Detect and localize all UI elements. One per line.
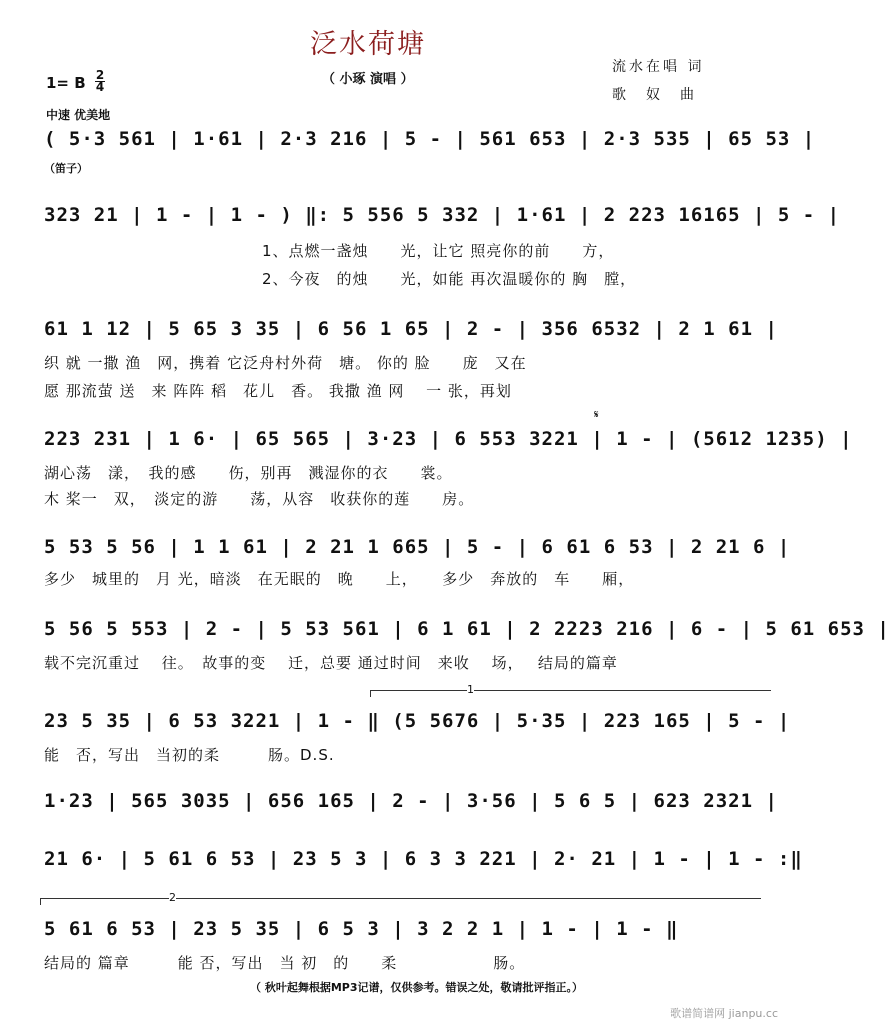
time-signature-bottom: 4 xyxy=(95,80,105,94)
score-row-4: 223 231 | 1 6· | 65 565 | 3·23 | 6 553 3221 | 1 - | (5612 1235) | xyxy=(44,428,853,450)
score-row-10: 5 61 6 53 | 23 5 35 | 6 5 3 | 3 2 2 1 | 1 - | 1 - ‖ xyxy=(44,918,679,940)
volta-label-2: 2 xyxy=(169,891,176,904)
lyric-row-3-verse-1: 织 就 一撒 渔 网，携着 它泛舟村外荷 塘。 你的 脸 庞 又在 xyxy=(44,354,527,372)
lyricist-credit: 流水在唱 词 xyxy=(612,59,705,75)
tempo-marking: 中速 优美地 xyxy=(46,108,111,122)
lyric-row-10: 结局的 篇章 能 否，写出 当 初 的 柔 肠。 xyxy=(44,954,526,972)
lyric-row-4-verse-2: 木 桨一 双， 淡定的游 荡，从容 收获你的莲 房。 xyxy=(44,490,475,508)
lyric-row-2-verse-2: 2、今夜 的烛 光，如能 再次温暖你的 胸 膛， xyxy=(262,270,637,288)
score-row-6: 5 56 5 553 | 2 - | 5 53 561 | 6 1 61 | 2 2223 216 | 6 - | 5 61 653 | xyxy=(44,618,890,640)
score-row-1: ( 5·3 561 | 1·61 | 2·3 216 | 5 - | 561 653 | 2·3 535 | 65 53 | xyxy=(44,128,816,150)
score-row-9: 21 6· | 5 61 6 53 | 23 5 3 | 6 3 3 221 | 2· 21 | 1 - | 1 - :‖ xyxy=(44,848,803,870)
lyric-row-2-verse-1: 1、点燃一盏烛 光，让它 照亮你的前 方， xyxy=(262,242,615,260)
volta-bracket-1 xyxy=(370,683,771,697)
score-row-3: 61 1 12 | 5 65 3 35 | 6 56 1 65 | 2 - | 356 6532 | 2 1 61 | xyxy=(44,318,778,340)
song-title: 泛水荷塘 xyxy=(310,29,426,60)
segno-icon: 𝄋 xyxy=(594,408,599,421)
time-signature xyxy=(95,70,105,93)
lyric-row-7: 能 否，写出 当初的柔 肠。D.S. xyxy=(44,746,335,764)
singer-subtitle: （ 小琢 演唱 ） xyxy=(322,72,414,87)
score-row-5: 5 53 5 56 | 1 1 61 | 2 21 1 665 | 5 - | 6 61 6 53 | 2 21 6 | xyxy=(44,536,791,558)
score-row-7: 23 5 35 | 6 53 3221 | 1 - ‖ (5 5676 | 5·35 | 223 165 | 5 - | xyxy=(44,710,791,732)
key-signature: 1= B xyxy=(46,74,86,92)
composer-credit: 歌 奴 曲 xyxy=(612,87,697,103)
lyric-row-3-verse-2: 愿 那流萤 送 来 阵阵 稻 花儿 香。 我撒 渔 网 一 张，再划 xyxy=(44,382,512,400)
lyric-row-5: 多少 城里的 月 光，暗淡 在无眠的 晚 上， 多少 奔放的 车 厢， xyxy=(44,570,635,588)
score-row-2: 323 21 | 1 - | 1 - ) ‖: 5 556 5 332 | 1·61 | 2 223 16165 | 5 - | xyxy=(44,204,841,226)
footer-note: （ 秋叶起舞根据MP3记谱，仅供参考。错误之处，敬请批评指正。） xyxy=(250,981,583,994)
watermark: 歌谱简谱网 jianpu.cc xyxy=(670,1007,778,1020)
lyric-row-4-verse-1: 湖心荡 漾， 我的感 伤，别再 溅湿你的衣 裳。 xyxy=(44,464,453,482)
score-row-8: 1·23 | 565 3035 | 656 165 | 2 - | 3·56 | 5 6 5 | 623 2321 | xyxy=(44,790,778,812)
lyric-row-6: 载不完沉重过 往。 故事的变 迁，总要 通过时间 来收 场， 结局的篇章 xyxy=(44,654,618,672)
volta-label-1: 1 xyxy=(467,683,474,696)
volta-bracket-2 xyxy=(40,891,761,905)
time-signature-top: 2 xyxy=(95,68,105,82)
instrument-note: （笛子） xyxy=(44,162,88,175)
